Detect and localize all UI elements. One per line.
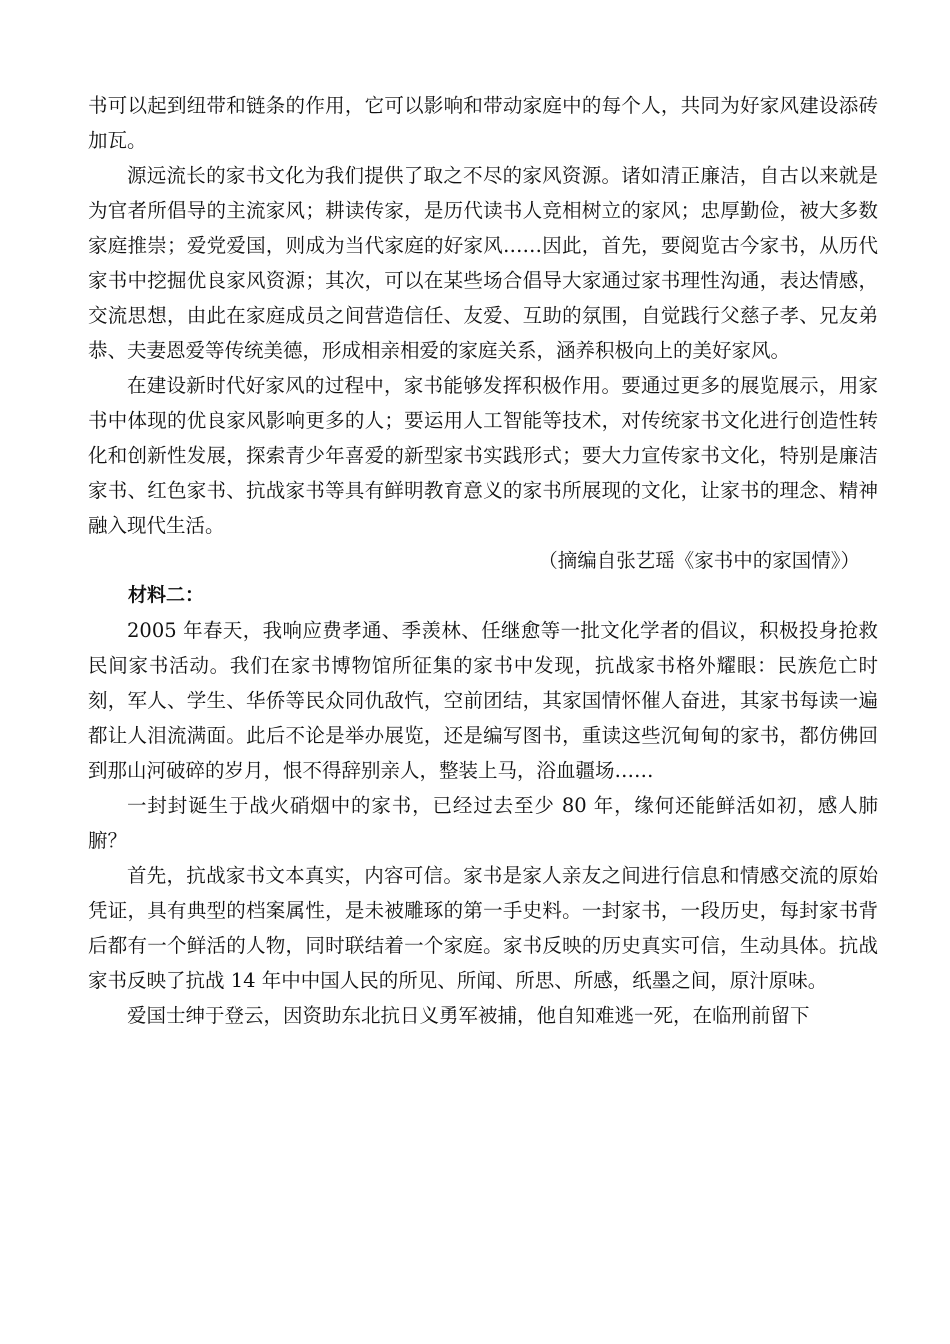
- paragraph-continuation: 书可以起到纽带和链条的作用，它可以影响和带动家庭中的每个人，共同为好家风建设添砖加瓦。: [88, 94, 878, 152]
- paragraph-rescue-letters: 2005 年春天，我响应费孝通、季羡林、任继愈等一批文化学者的倡议，积极投身抢救民间家书活动。我们在家书博物馆所征集的家书中发现，抗战家书格外耀眼：民族危亡时刻，军人、学生、华侨等民众同仇敌忾，空前团结，其家国情怀催人奋进，其家书每读一遍都让人泪流满面。此后不论是举办展览，还是编写图书，重读这些沉甸甸的家书，都仿佛回到那山河破碎的岁月，恨不得辞别亲人，整装上马，浴血疆场……: [88, 619, 878, 782]
- paragraph-authenticity: 首先，抗战家书文本真实，内容可信。家书是家人亲友之间进行信息和情感交流的原始凭证，具有典型的档案属性，是未被雕琢的第一手史料。一封家书，一段历史，每封家书背后都有一个鲜活的人物，同时联结着一个家庭。家书反映的历史真实可信，生动具体。抗战家书反映了抗战 14 年中中国人民的所见、所闻、所思、所感，纸墨之间，原汁原味。: [88, 864, 878, 992]
- material-two-heading: 材料二：: [128, 584, 205, 606]
- paragraph-question: 一封封诞生于战火硝烟中的家书，已经过去至少 80 年，缘何还能鲜活如初，感人肺腑？: [88, 794, 878, 852]
- paragraph-new-era-family-style: 在建设新时代好家风的过程中，家书能够发挥积极作用。要通过更多的展览展示，用家书中体现的优良家风影响更多的人；要运用人工智能等技术，对传统家书文化进行创造性转化和创新性发展，探索青少年喜爱的新型家书实践形式；要大力宣传家书文化，特别是廉洁家书、红色家书、抗战家书等具有鲜明教育意义的家书所展现的文化，让家书的理念、精神融入现代生活。: [88, 374, 878, 537]
- paragraph-yu-dengyun: 爱国士绅于登云，因资助东北抗日义勇军被捕，他自知难逃一死，在临刑前留下: [127, 1004, 810, 1027]
- source-citation: （摘编自张艺瑶《家书中的家国情》）: [538, 549, 860, 572]
- document-page: [88, 88, 878, 1033]
- paragraph-family-letter-culture: 源远流长的家书文化为我们提供了取之不尽的家风资源。诸如清正廉洁，自古以来就是为官者所倡导的主流家风；耕读传家，是历代读书人竞相树立的家风；忠厚勤俭，被大多数家庭推崇；爱党爱国，则成为当代家庭的好家风……因此，首先，要阅览古今家书，从历代家书中挖掘优良家风资源；其次，可以在某些场合倡导大家通过家书理性沟通，表达情感，交流思想，由此在家庭成员之间营造信任、友爱、互助的氛围，自觉践行父慈子孝、兄友弟恭、夫妻恩爱等传统美德，形成相亲相爱的家庭关系，涵养积极向上的美好家风。: [88, 164, 878, 362]
